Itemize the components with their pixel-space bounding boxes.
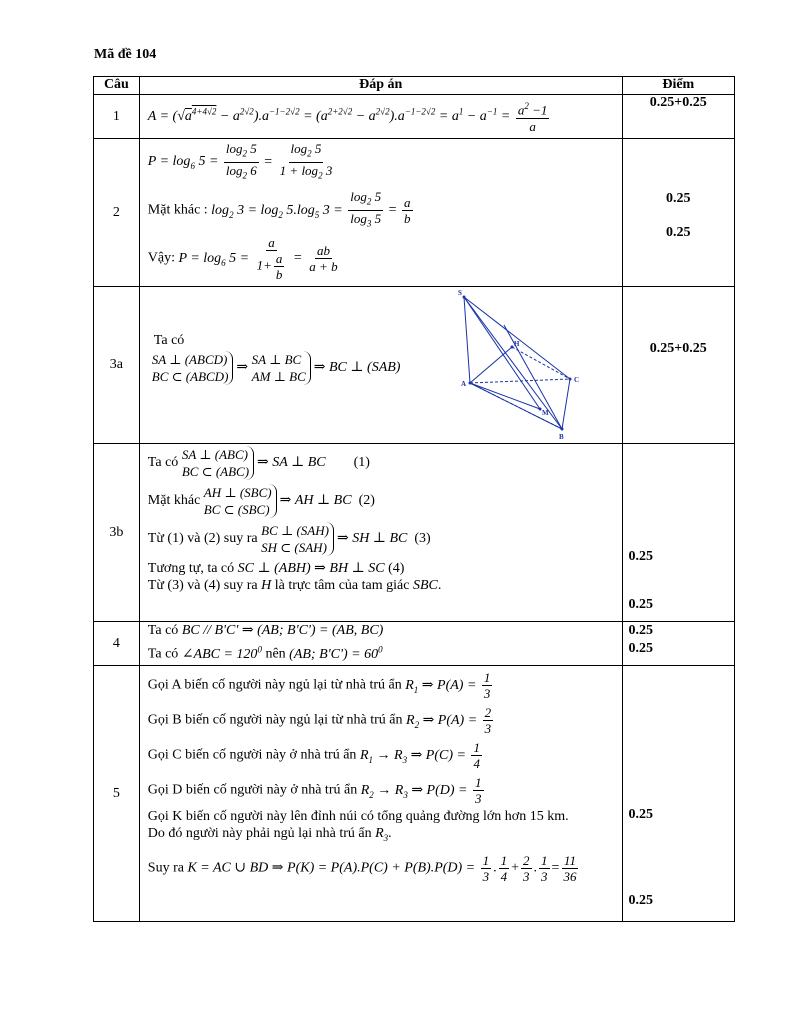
points-value: 0.25+0.25 bbox=[649, 341, 707, 356]
table-row-3a bbox=[94, 287, 735, 444]
formula-5a: Gọi A biến cố người này ngủ lại từ nhà trú ẩn $R_1$ ⇒ P(A) = $\frac{1}{3}$ bbox=[147, 670, 491, 701]
pyramid-figure bbox=[450, 289, 610, 441]
taco-label: Ta có bbox=[153, 333, 185, 348]
formula-5c: Gọi C biến cố người này ở nhà trú ẩn $R_1 \to R_3$ ⇒ P(C) = $\frac{1}{4}$ bbox=[147, 740, 480, 771]
formula-2a: $P = \log_6 5$ = $\frac{\log_2 5}{\log_2 6}$ = $\frac{\log_2 5}{1 + \log_2 3}$ bbox=[147, 141, 333, 181]
question-number: 3a bbox=[94, 287, 140, 444]
label-b: B bbox=[558, 433, 564, 441]
formula-5b: Gọi B biến cố người này ngủ lại từ nhà trú ẩn $R_2$ ⇒ P(A) = $\frac{2}{3}$ bbox=[147, 705, 492, 736]
table-row-4 bbox=[94, 622, 735, 666]
exam-code-title: Mã đề 104 bbox=[94, 47, 157, 62]
answer-table bbox=[93, 76, 735, 922]
points-value: 0.25 bbox=[666, 225, 691, 240]
points-value: 0.25 bbox=[628, 807, 654, 822]
answer-cell bbox=[139, 622, 622, 666]
label-s: S bbox=[457, 289, 462, 297]
formula-4b: Ta có ∠ABC = $120^0$ nên (AB; $B'C') = 60^0$ bbox=[147, 644, 383, 662]
text-5k1: Gọi K biến cố người này lên đỉnh núi có tổng quảng đường lớn hơn 15 km. bbox=[147, 809, 569, 824]
label-m: M bbox=[541, 409, 549, 417]
table-row-5 bbox=[94, 666, 735, 922]
formula-3a: SA ⊥ (ABCD) BC ⊂ (ABCD) ⇒ SA ⊥ BC AM ⊥ BC ⇒ BC ⊥ (SAB) bbox=[151, 352, 401, 384]
table-header-row bbox=[94, 77, 735, 95]
question-number: 4 bbox=[94, 622, 140, 666]
points-value: 0.25 bbox=[628, 893, 654, 908]
points-cell bbox=[622, 139, 734, 287]
header-question: Câu bbox=[94, 77, 140, 95]
points-value: 0.25 bbox=[628, 623, 654, 638]
header-points: Điểm bbox=[622, 77, 734, 95]
text-5k2: Do đó người này phải ngủ lại nhà trú ẩn $R_3$. bbox=[147, 826, 392, 843]
points-cell bbox=[622, 622, 734, 666]
label-c: C bbox=[573, 376, 579, 384]
question-number: 3b bbox=[94, 444, 140, 622]
formula-2b: Mặt khác : $\log_2 3 = \log_2 5.\log_5$ 3 = $\frac{\log_2 5}{\log_3 5}$ = $\frac{a}{b}$ bbox=[147, 189, 411, 229]
table-row-3b bbox=[94, 444, 735, 622]
formula-1: $A = (√a^{4+4√2} - a^{2√2}).a^{-1-2√2} = (a^{2+2√2} - a^{2√2}).a^{-1-2√2} = a^1 - a^{-1}$ = $\frac{a^2 -1}{a}$ bbox=[147, 101, 548, 134]
points-cell bbox=[622, 287, 734, 444]
question-number: 5 bbox=[94, 666, 140, 922]
answer-cell bbox=[139, 287, 622, 444]
question-number: 1 bbox=[94, 95, 140, 139]
points-cell bbox=[622, 666, 734, 922]
label-h: H bbox=[513, 340, 520, 348]
answer-cell bbox=[139, 666, 622, 922]
formula-3b-1: Ta có SA ⊥ (ABC) BC ⊂ (ABC) ⇒ SA ⊥ BC (1) bbox=[147, 447, 370, 479]
question-number: 2 bbox=[94, 139, 140, 287]
answer-cell bbox=[139, 139, 622, 287]
answer-cell bbox=[139, 95, 622, 139]
formula-3b-3: Từ (1) và (2) suy ra BC ⊥ (SAH) SH ⊂ (SAH) ⇒ SH ⊥ BC (3) bbox=[147, 523, 431, 555]
points-value: 0.25 bbox=[628, 549, 654, 564]
points-cell bbox=[622, 95, 734, 139]
label-a: A bbox=[460, 380, 466, 388]
header-answer: Đáp án bbox=[139, 77, 622, 95]
formula-2c: Vậy: $P = \log_6 5$ = a 1+ $\frac{a}{b}$ = $\frac{ab}{a + b}$ bbox=[147, 235, 338, 283]
formula-3b-2: Mặt khác AH ⊥ (SBC) BC ⊂ (SBC) ⇒ AH ⊥ BC (2) bbox=[147, 485, 375, 517]
points-value: 0.25+0.25 bbox=[649, 95, 707, 110]
formula-5d: Gọi D biến cố người này ở nhà trú ẩn $R_2 \to R_3$ ⇒ P(D) = $\frac{1}{3}$ bbox=[147, 775, 482, 806]
table-row-2 bbox=[94, 139, 735, 287]
table-row-1 bbox=[94, 95, 735, 139]
formula-4a: Ta có BC // B'C' ⇒ (AB; B'C') = (AB, BC) bbox=[147, 623, 384, 638]
answer-cell bbox=[139, 444, 622, 622]
points-value: 0.25 bbox=[628, 641, 654, 656]
formula-3b-4: Tương tự, ta có SC ⊥ (ABH) ⇒ BH ⊥ SC (4) bbox=[147, 561, 405, 576]
points-cell bbox=[622, 444, 734, 622]
points-value: 0.25 bbox=[666, 191, 691, 206]
points-value: 0.25 bbox=[628, 597, 654, 612]
formula-3b-5: Từ (3) và (4) suy ra H là trực tâm của tam giác SBC. bbox=[147, 578, 442, 593]
formula-5e: Suy ra K = AC ∪ BD ⇒ P(K) = P(A).P(C) + P(B).P(D) = $\frac{1}{3}$ . $\frac{1}{4}$ + $\frac{2}{3}$ . $\frac{1}{3}$ = $\frac{11}{36}$ bbox=[147, 852, 577, 884]
